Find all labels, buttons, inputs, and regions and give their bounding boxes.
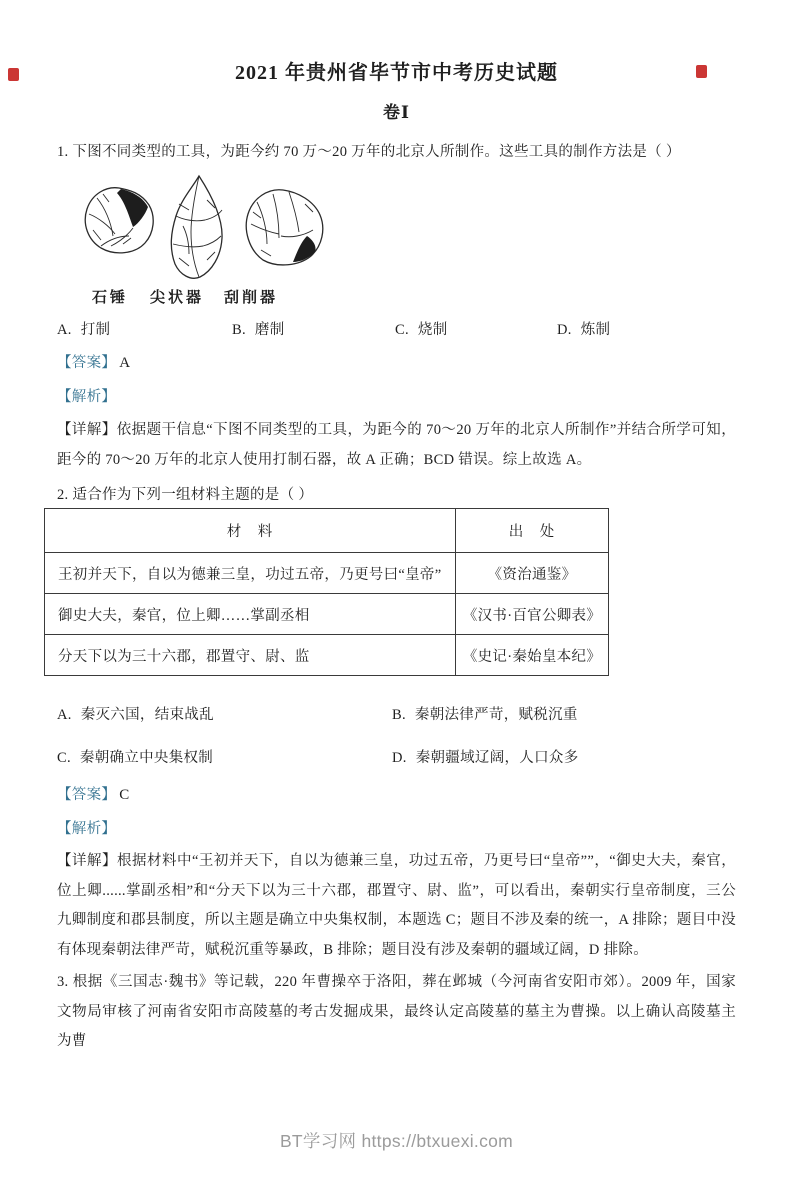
q2-option-d-key: D. (392, 750, 407, 766)
q1-option-c (395, 320, 557, 340)
q2-detail-paragraph: 【详解】根据材料中“王初并天下，自以为德兼三皇，功过五帝，乃更号曰“皇帝””，“御史大夫，秦官，位上卿......掌副丞相”和“分天下以为三十六郡，郡置守、尉、监”，可以看出，秦朝实行皇帝制度，三公九卿制度和郡县制度，所以主题是确立中央集权制，本题选 C；题目不涉及秦的统一，A 排除；题目中没有体现秦朝法律严苛，赋税沉重等暴政，B 排除；题目没有涉及秦朝的疆域辽阔，D 排除。 (57, 853, 736, 958)
q2-option-c-text: 秦朝确立中央集权制 (79, 750, 214, 766)
q2-answer-line (57, 784, 736, 806)
table-row (45, 553, 609, 594)
exam-document-page (0, 60, 793, 1057)
q2-option-b (392, 705, 736, 725)
question-1-stem: 1. 下图不同类型的工具，为距今约 70 万～20 万年的北京人所制作。这些工具的制作方法是（ ） (57, 144, 681, 160)
table-row (45, 635, 609, 676)
table-row2-material: 御史大夫，秦官，位上卿……掌副丞相 (45, 594, 456, 635)
q1-option-c-text: 烧制 (417, 322, 448, 338)
stone-hammer-label: 石锤 (92, 290, 129, 306)
q2-option-d-text: 秦朝疆域辽阔，人口众多 (415, 750, 579, 766)
q1-answer-line (57, 352, 736, 374)
q2-analysis-label: 【解析】 (57, 821, 117, 837)
table-row2-source: 《汉书·百官公卿表》 (456, 594, 609, 635)
q2-answer-value: C (119, 787, 130, 803)
page-title: 2021 年贵州省毕节市中考历史试题 (235, 62, 558, 84)
table-row1-material: 王初并天下，自以为德兼三皇，功过五帝，乃更号曰“皇帝” (45, 553, 456, 594)
q2-option-a-text: 秦灭六国，结束战乱 (80, 707, 214, 723)
table-row1-source: 《资治通鉴》 (456, 553, 609, 594)
q2-option-d (392, 748, 736, 768)
q2-option-a (57, 705, 392, 725)
question-2-stem: 2. 适合作为下列一组材料主题的是（ ） (57, 487, 314, 503)
q1-option-a-key: A. (57, 322, 72, 338)
q1-option-b (232, 320, 395, 340)
question-3-stem: 3. 根据《三国志·魏书》等记载，220 年曹操卒于洛阳，葬在邺城（今河南省安阳市郊）。2009 年，国家文物局审核了河南省安阳市高陵墓的考古发掘成果，最终认定高陵墓的墓主为曹操。以上确认高陵墓主为曹 (57, 974, 736, 1049)
section-heading: 卷Ⅰ (383, 103, 410, 122)
scraper-icon (246, 190, 323, 265)
watermark-footer: BT学习网 https://btxuexi.com (279, 1131, 514, 1151)
table-row3-source: 《史记·秦始皇本纪》 (456, 635, 609, 676)
stone-tools-figure (75, 174, 355, 307)
table-row (45, 594, 609, 635)
q1-option-b-key: B. (232, 322, 246, 338)
q1-option-c-key: C. (395, 322, 409, 338)
q1-analysis-line (57, 386, 736, 408)
q2-option-c-key: C. (57, 750, 71, 766)
q1-option-d-text: 炼制 (580, 322, 611, 338)
q1-option-d-key: D. (557, 322, 572, 338)
q2-analysis-line (57, 818, 736, 840)
scraper-label: 刮削器 (224, 290, 279, 306)
table-header-source: 出 处 (456, 509, 609, 553)
q1-option-d (557, 320, 736, 340)
q1-answer-value: A (119, 355, 131, 371)
stone-hammer-icon (85, 188, 153, 253)
table-header-material: 材 料 (45, 509, 456, 553)
q1-option-a (57, 320, 232, 340)
question-1-options (57, 320, 736, 340)
table-row3-material: 分天下以为三十六郡，郡置守、尉、监 (45, 635, 456, 676)
q1-answer-label: 【答案】 (57, 355, 117, 371)
q2-option-b-key: B. (392, 707, 406, 723)
table-header-row (45, 509, 609, 553)
q2-answer-label: 【答案】 (57, 787, 117, 803)
pointed-tool-label: 尖状器 (150, 290, 205, 306)
stone-tool-labels (75, 286, 355, 307)
q2-option-a-key: A. (57, 707, 72, 723)
q1-detail-paragraph: 【详解】依据题干信息“下图不同类型的工具，为距今的 70～20 万年的北京人所制作”并结合所学可知，距今的 70～20 万年的北京人使用打制石器，故 A 正确；BCD 错误。综上故选 A。 (57, 422, 736, 468)
pointed-tool-icon (171, 176, 222, 278)
q1-option-b-text: 磨制 (254, 322, 285, 338)
materials-table (44, 508, 609, 676)
q1-analysis-label: 【解析】 (57, 389, 117, 405)
q2-option-c (57, 748, 392, 768)
q1-option-a-text: 打制 (80, 322, 111, 338)
q2-option-b-text: 秦朝法律严苛，赋税沉重 (414, 707, 578, 723)
stone-tools-illustration (75, 174, 355, 282)
question-2-options (57, 705, 736, 768)
